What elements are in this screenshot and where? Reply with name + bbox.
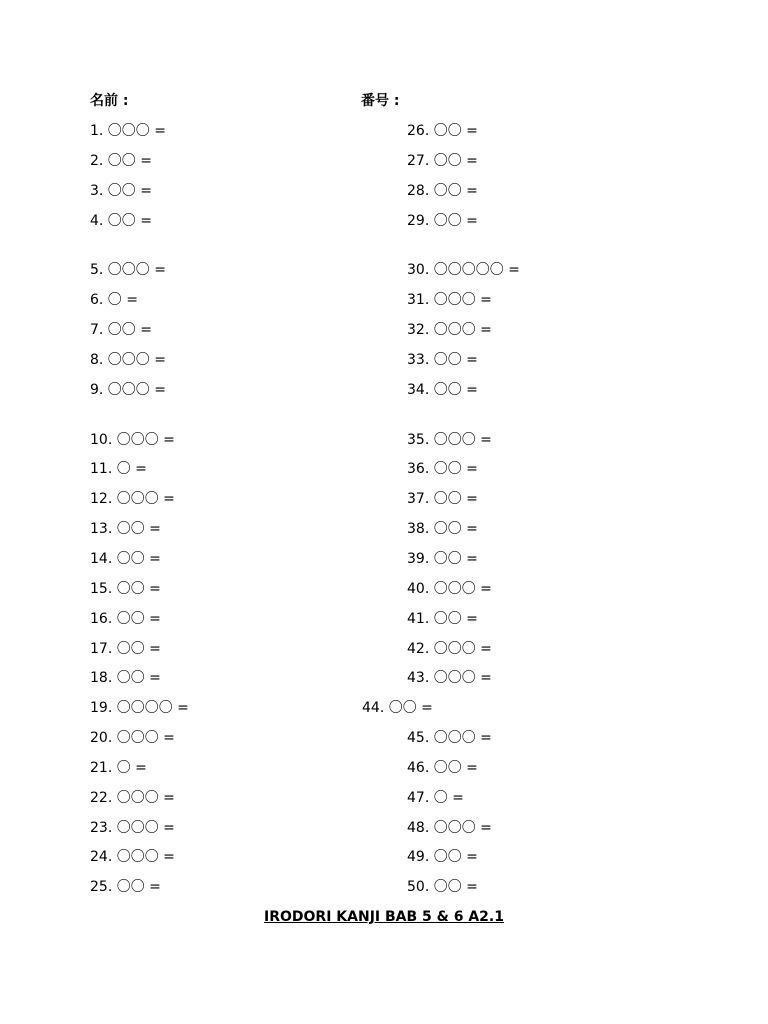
question-23: 23. 〇〇〇 =: [90, 819, 175, 836]
question-1: 1. 〇〇〇 =: [90, 123, 166, 139]
question-25: 25. 〇〇 =: [90, 879, 161, 896]
question-41: 41. 〇〇 =: [407, 610, 478, 627]
question-11: 11. 〇 =: [90, 461, 147, 478]
name-label: 名前 :: [90, 93, 129, 109]
right-question-column: [362, 122, 520, 908]
question-10: 10. 〇〇〇 =: [90, 431, 175, 448]
left-question-column: [90, 122, 189, 908]
question-38: 38. 〇〇 =: [407, 521, 478, 538]
question-30: 30. 〇〇〇〇〇 =: [407, 262, 520, 279]
question-21: 21. 〇 =: [90, 759, 147, 776]
question-40: 40. 〇〇〇 =: [407, 580, 492, 597]
question-46: 46. 〇〇 =: [407, 759, 478, 776]
question-39: 39. 〇〇 =: [407, 550, 478, 567]
question-4: 4. 〇〇 =: [90, 212, 152, 229]
question-49: 49. 〇〇 =: [407, 849, 478, 866]
question-50: 50. 〇〇 =: [407, 879, 478, 896]
worksheet-title: IRODORI KANJI BAB 5 & 6 A2.1: [264, 909, 504, 925]
question-5: 5. 〇〇〇 =: [90, 262, 166, 279]
question-3: 3. 〇〇 =: [90, 182, 152, 199]
question-7: 7. 〇〇 =: [90, 322, 152, 339]
question-8: 8. 〇〇〇 =: [90, 351, 166, 368]
question-48: 48. 〇〇〇 =: [407, 819, 492, 836]
number-label: 番号 :: [361, 93, 400, 109]
question-9: 9. 〇〇〇 =: [90, 381, 166, 398]
question-20: 20. 〇〇〇 =: [90, 730, 175, 747]
question-13: 13. 〇〇 =: [90, 521, 161, 538]
question-15: 15. 〇〇 =: [90, 580, 161, 597]
question-14: 14. 〇〇 =: [90, 550, 161, 567]
question-28: 28. 〇〇 =: [407, 182, 478, 199]
question-27: 27. 〇〇 =: [407, 152, 478, 169]
question-43: 43. 〇〇〇 =: [407, 670, 492, 687]
question-12: 12. 〇〇〇 =: [90, 491, 175, 508]
question-42: 42. 〇〇〇 =: [407, 640, 492, 657]
question-32: 32. 〇〇〇 =: [407, 322, 492, 339]
question-18: 18. 〇〇 =: [90, 670, 161, 687]
question-29: 29. 〇〇 =: [407, 212, 478, 229]
question-19: 19. 〇〇〇〇 =: [90, 700, 189, 717]
question-47: 47. 〇 =: [407, 789, 464, 806]
question-2: 2. 〇〇 =: [90, 152, 152, 169]
question-31: 31. 〇〇〇 =: [407, 292, 492, 309]
question-45: 45. 〇〇〇 =: [407, 730, 492, 747]
question-36: 36. 〇〇 =: [407, 461, 478, 478]
question-33: 33. 〇〇 =: [407, 351, 478, 368]
question-44: 44. 〇〇 =: [362, 700, 433, 717]
question-35: 35. 〇〇〇 =: [407, 431, 492, 448]
question-34: 34. 〇〇 =: [407, 381, 478, 398]
question-37: 37. 〇〇 =: [407, 491, 478, 508]
question-17: 17. 〇〇 =: [90, 640, 161, 657]
question-24: 24. 〇〇〇 =: [90, 849, 175, 866]
question-22: 22. 〇〇〇 =: [90, 789, 175, 806]
question-16: 16. 〇〇 =: [90, 610, 161, 627]
question-26: 26. 〇〇 =: [407, 123, 478, 139]
question-6: 6. 〇 =: [90, 292, 138, 309]
